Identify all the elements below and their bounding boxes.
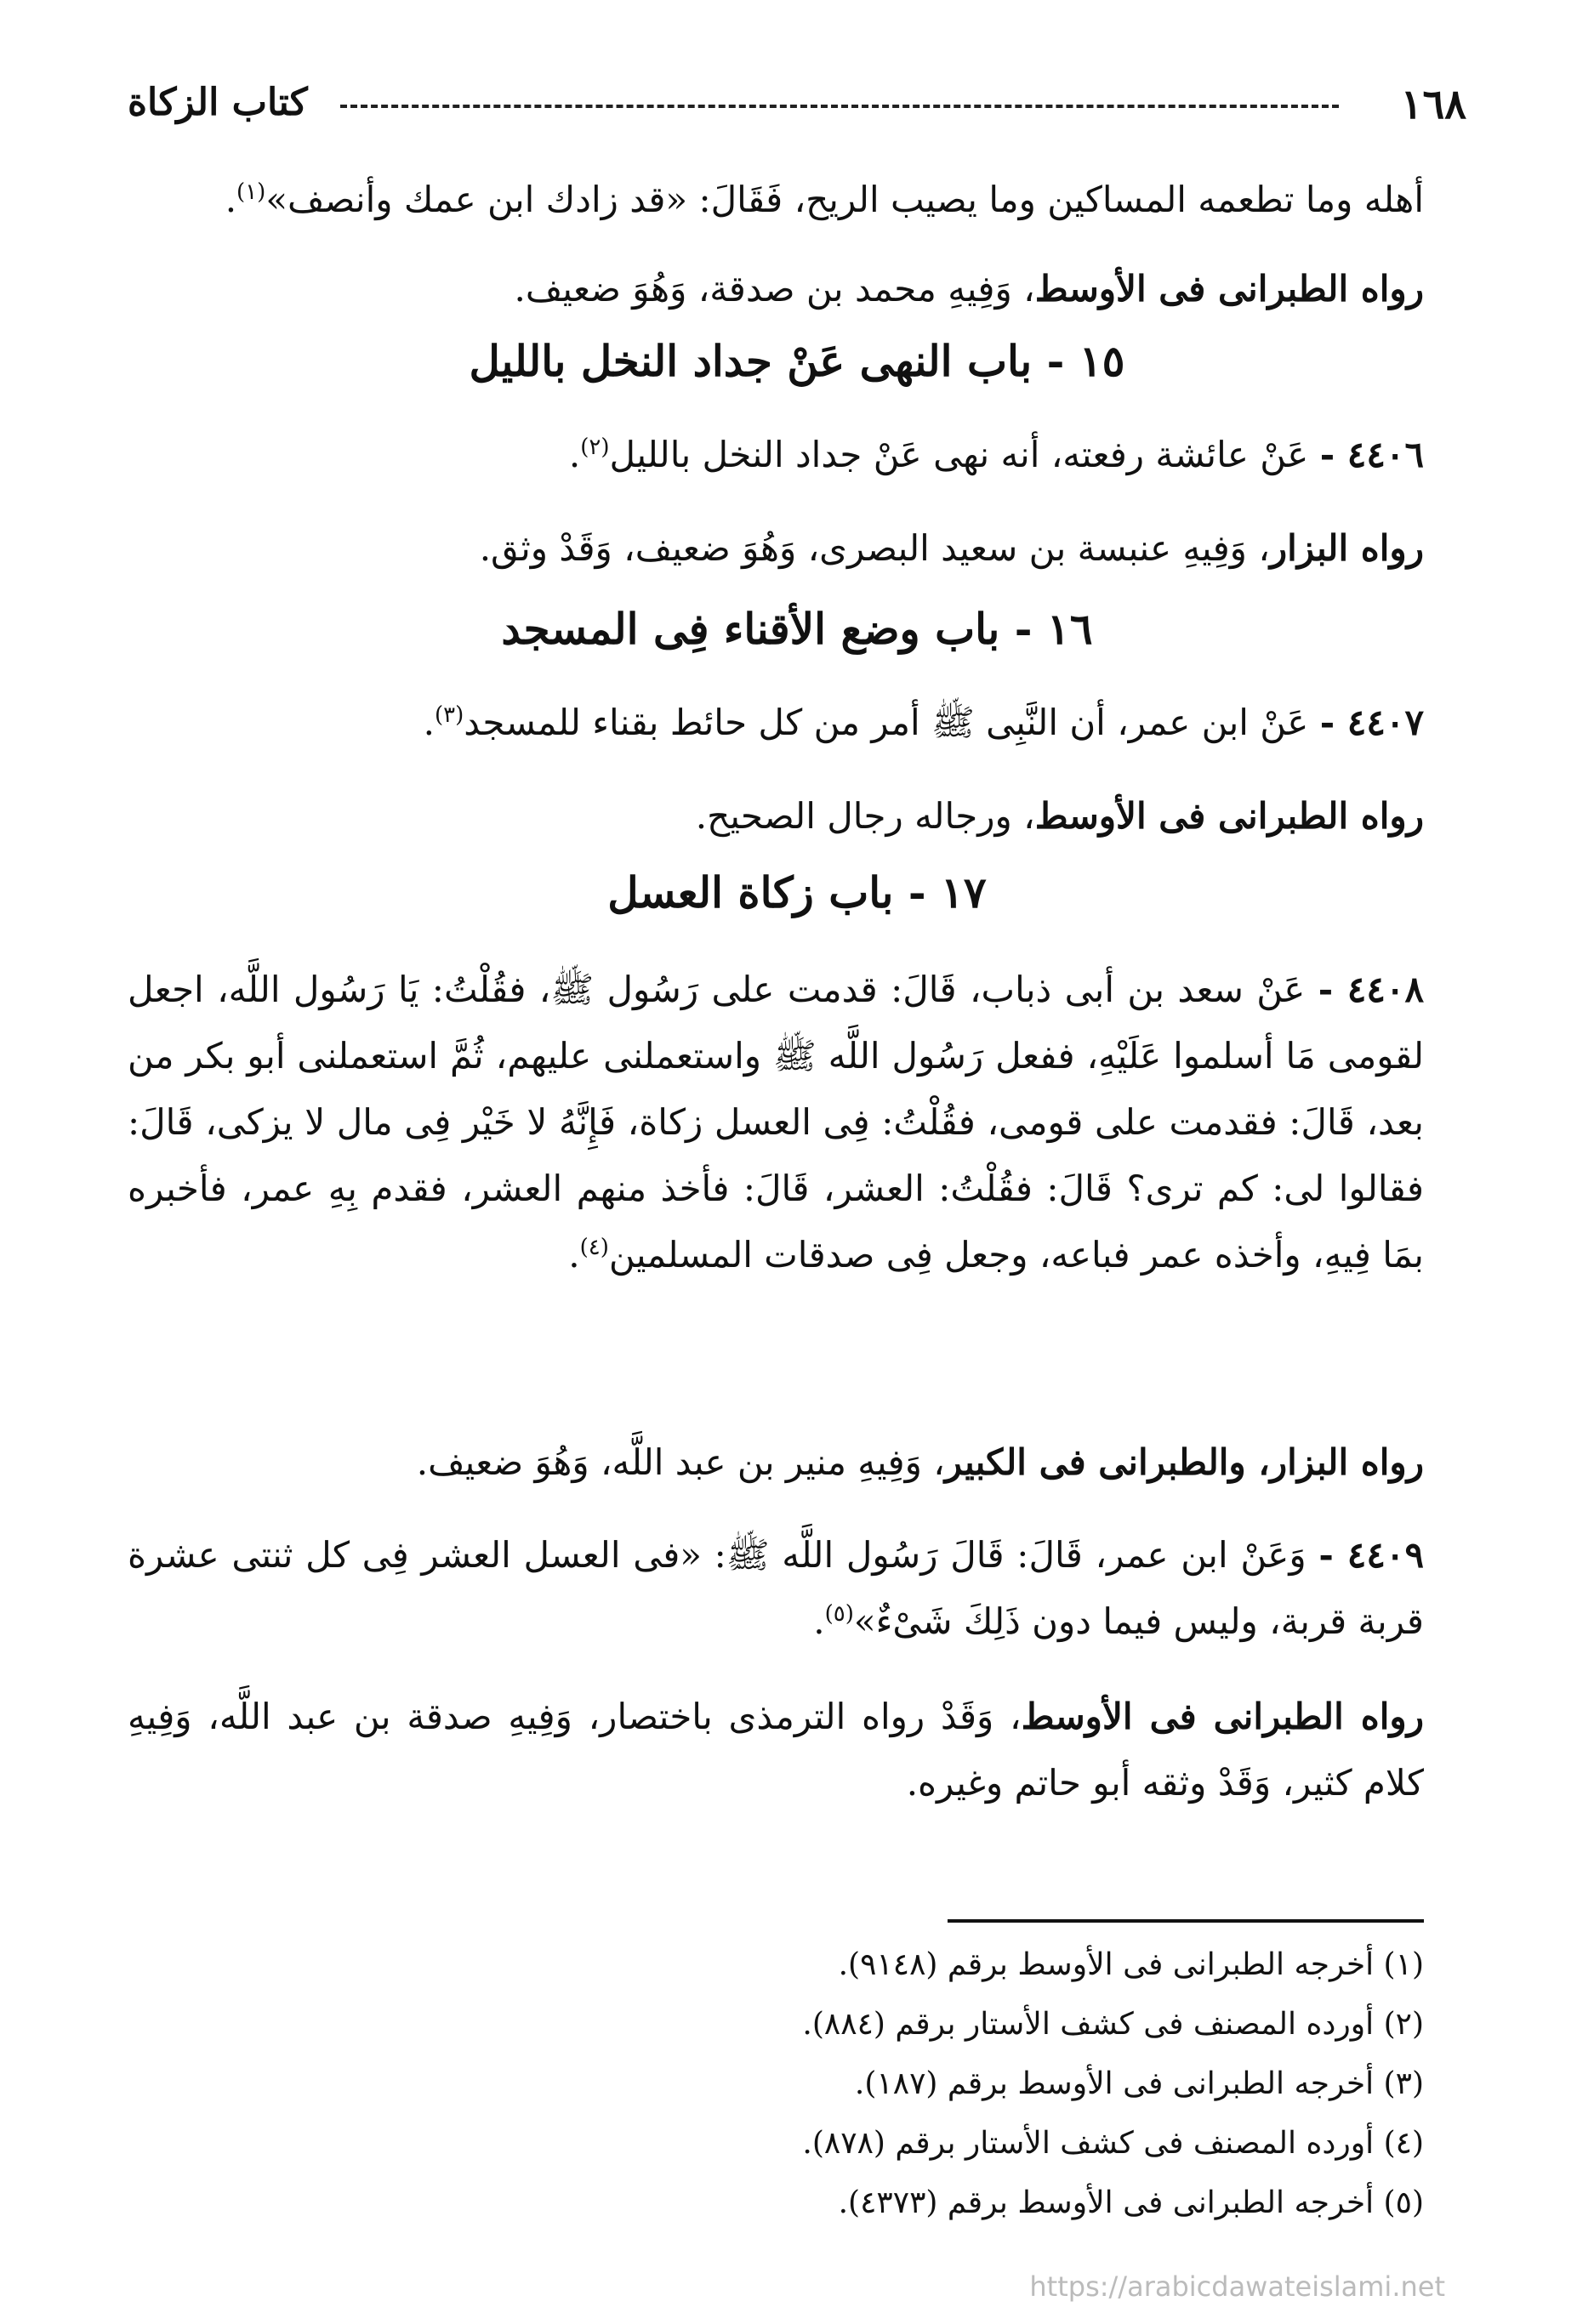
- intro-paragraph: أهله وما تطعمه المساكين وما يصيب الريح، فَقَالَ: «قد زادك ابن عمك وأنصف»$^{(١)}$.: [225, 179, 1424, 220]
- narration-source: رواه الطبرانى فى الأوسط: [1034, 795, 1424, 837]
- section-heading-16: ١٦ - باب وضع الأقناء فِى المسجد: [501, 604, 1093, 654]
- footnote-2: (٢) أورده المصنف فى كشف الأستار برقم (٨٨٤).: [802, 2007, 1424, 2042]
- footnote-ref: (٤): [579, 1235, 609, 1260]
- hadith-number: ٤٤٠٩ -: [1318, 1534, 1424, 1576]
- header-divider: [340, 105, 1339, 108]
- narration-source: رواه البزار: [1269, 527, 1424, 569]
- footnote-4: (٤) أورده المصنف فى كشف الأستار برقم (٨٧٨).: [802, 2126, 1424, 2161]
- hadith-number: ٤٤٠٦ -: [1319, 434, 1424, 475]
- hadith-4409: ٤٤٠٩ - وَعَنْ ابن عمر، قَالَ: قَالَ رَسُول اللَّه ﷺ: «فى العسل العشر فِى كل ثنتى عشرة قربة قربة، وليس فيما دون ذَلِكَ شَىْءٌ»$^{(٥)}$.: [128, 1534, 1424, 1642]
- narration-detail: ، وَفِيهِ عنبسة بن سعيد البصرى، وَهُوَ ضعيف، وَقَدْ وثق.: [479, 527, 1270, 569]
- footnote-divider: [948, 1919, 1424, 1923]
- footnote-ref: (١): [236, 179, 266, 205]
- narration-detail: ، وَفِيهِ منير بن عبد اللَّه، وَهُوَ ضعيف.: [416, 1441, 945, 1483]
- narration-note: [128, 519, 1424, 578]
- hadith-text: عَنْ عائشة رفعته، أنه نهى عَنْ جداد النخل بالليل: [609, 434, 1309, 475]
- footnote-ref: (٢): [580, 435, 610, 460]
- narration-source: رواه الطبرانى فى الأوسط: [1021, 1696, 1424, 1737]
- hadith-text: عَنْ ابن عمر، أن النَّبِى ﷺ أمر من كل حائط بقناء للمسجد: [464, 702, 1309, 743]
- section-heading-17: ١٧ - باب زكاة العسل: [607, 867, 987, 918]
- hadith-text: وَعَنْ ابن عمر، قَالَ: قَالَ رَسُول اللَّه ﷺ: «فى العسل العشر فِى كل ثنتى عشرة قربة قربة، وليس فيما دون ذَلِكَ شَىْءٌ»: [128, 1534, 1424, 1642]
- section-heading-15: ١٥ - باب النهى عَنْ جداد النخل بالليل: [469, 336, 1125, 386]
- narration-detail: ، وَقَدْ رواه الترمذى باختصار، وَفِيهِ صدقة بن عبد اللَّه، وَفِيهِ كلام كثير، وَقَدْ وثقه أبو حاتم وغيره.: [128, 1696, 1424, 1804]
- narration-note: [128, 1684, 1424, 1816]
- hadith-number: ٤٤٠٧ -: [1319, 702, 1424, 743]
- narration-note: [128, 1433, 1424, 1492]
- intro-text: أهله وما تطعمه المساكين وما يصيب الريح، فَقَالَ: «قد زادك ابن عمك وأنصف»: [265, 179, 1424, 220]
- narration-note: [128, 259, 1424, 319]
- hadith-text: عَنْ سعد بن أبى ذباب، قَالَ: قدمت على رَسُول ﷺ، فقُلْتُ: يَا رَسُول اللَّه، اجعل لقومى مَا أسلموا عَلَيْهِ، ففعل رَسُول اللَّه ﷺ واستعملنى عليهم، ثُمَّ استعملنى أبو بكر من بعد، قَالَ: فقدمت على قومى، فقُلْتُ: فِى العسل زكاة، فَإِنَّهُ لا خَيْر فِى مال لا يزكى، قَالَ: فقالوا لى: كم ترى؟ قَالَ: فقُلْتُ: العشر، قَالَ: فأخذ منهم العشر، فقدم بِهِ عمر، فأخبره بمَا فِيهِ، وأخذه عمر فباعه، وجعل فِى صدقات المسلمين: [128, 969, 1425, 1276]
- watermark-url: https://arabicdawateislami.net: [1029, 2270, 1445, 2303]
- hadith-4406: ٤٤٠٦ - عَنْ عائشة رفعته، أنه نهى عَنْ جداد النخل بالليل$^{(٢)}$.: [568, 434, 1424, 475]
- footnote-ref: (٣): [435, 702, 464, 728]
- book-title: كتاب الزكاة: [128, 81, 308, 124]
- footnote-3: (٣) أخرجه الطبرانى فى الأوسط برقم (١٨٧).: [854, 2066, 1424, 2101]
- narration-detail: ، ورجاله رجال الصحيح.: [695, 795, 1035, 837]
- narration-note: [128, 787, 1424, 846]
- narration-detail: ، وَفِيهِ محمد بن صدقة، وَهُوَ ضعيف.: [514, 268, 1035, 310]
- footnote-ref: (٥): [824, 1601, 854, 1627]
- footnote-5: (٥) أخرجه الطبرانى فى الأوسط برقم (٤٣٧٣).: [838, 2185, 1424, 2220]
- hadith-number: ٤٤٠٨ -: [1318, 969, 1424, 1010]
- page-number: ١٦٨: [1400, 81, 1466, 128]
- page-header: [128, 81, 1466, 132]
- hadith-4407: ٤٤٠٧ - عَنْ ابن عمر، أن النَّبِى ﷺ أمر من كل حائط بقناء للمسجد$^{(٣)}$.: [423, 702, 1424, 743]
- footnote-1: (١) أخرجه الطبرانى فى الأوسط برقم (٩١٤٨).: [838, 1947, 1424, 1982]
- narration-source: رواه الطبرانى فى الأوسط: [1034, 268, 1424, 310]
- hadith-4408: ٤٤٠٨ - عَنْ سعد بن أبى ذباب، قَالَ: قدمت على رَسُول ﷺ، فقُلْتُ: يَا رَسُول اللَّه، اجعل لقومى مَا أسلموا عَلَيْهِ، ففعل رَسُول اللَّه ﷺ واستعملنى عليهم، ثُمَّ استعملنى أبو بكر من بعد، قَالَ: فقدمت على قومى، فقُلْتُ: فِى العسل زكاة، فَإِنَّهُ لا خَيْر فِى مال لا يزكى، قَالَ: فقالوا لى: كم ترى؟ قَالَ: فقُلْتُ: العشر، قَالَ: فأخذ منهم العشر، فقدم بِهِ عمر، فأخبره بمَا فِيهِ، وأخذه عمر فباعه، وجعل فِى صدقات المسلمين$^{(٤)}$.: [128, 969, 1425, 1276]
- narration-source: رواه البزار، والطبرانى فى الكبير: [944, 1441, 1424, 1483]
